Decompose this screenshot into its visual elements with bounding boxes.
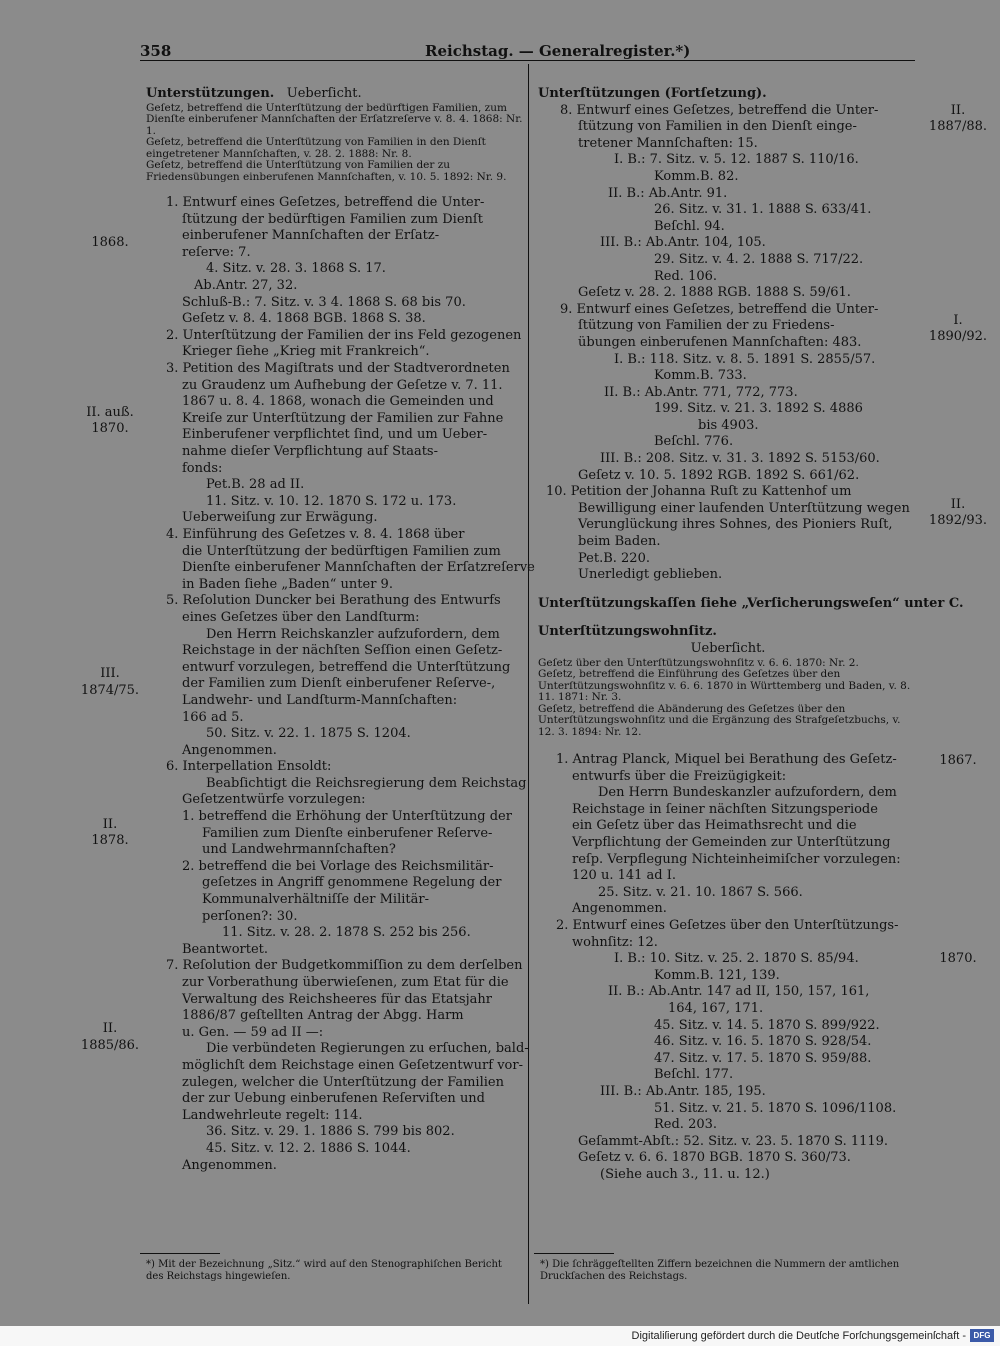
summary-item: Geſetz, betreffend die Einführung des Geſetzes über den Unterſtützungswohnſitz v. 6. 6. 1870 in Württemberg und Baden, v. 8. 11. 1871: Nr. 3. <box>538 668 911 704</box>
margin-year: 1870. <box>91 421 129 436</box>
text-line: Unterſtützungskaſſen ſiehe „Verſicherungsweſen“ unter C. <box>538 595 964 611</box>
text-line: Bewilligung einer laufenden Unterſtützung wegen <box>578 500 910 516</box>
text-line: Ueberweiſung zur Erwägung. <box>182 510 378 526</box>
section-title: Unterstützungen. <box>146 86 275 101</box>
section-title: Unterſtützungen (Fortſetzung). <box>538 86 767 101</box>
text-line: Den Herrn Reichskanzler aufzufordern, dem <box>206 626 500 642</box>
text-line: 45. Sitz. v. 14. 5. 1870 S. 899/922. <box>654 1017 880 1033</box>
text-line: eines Geſetzes über den Landſturm: <box>182 609 420 625</box>
text-line: 10. Petition der Johanna Ruſt zu Kattenhof um <box>546 484 852 500</box>
text-line: Krieger ſiehe „Krieg mit Frankreich“. <box>182 344 430 360</box>
text-line: Geſetz v. 10. 5. 1892 RGB. 1892 S. 661/62. <box>578 467 860 483</box>
text-line: 45. Sitz. v. 12. 2. 1886 S. 1044. <box>206 1140 411 1156</box>
text-line: Red. 203. <box>654 1117 718 1133</box>
text-line: geſetzes in Angriff genommene Regelung der <box>202 875 502 891</box>
text-line: Kreiſe zur Unterſtützung der Familien zur Fahne <box>182 410 504 426</box>
text-line: II. B.: Ab.Antr. 771, 772, 773. <box>604 384 798 400</box>
text-line: zu Graudenz um Aufhebung der Geſetze v. 7. 11. <box>182 377 503 393</box>
text-line: entwurfs über die Freizügigkeit: <box>572 768 787 784</box>
text-line: 2. Unterſtützung der Familien der ins Feld gezogenen <box>166 327 522 343</box>
text-line: Angenommen. <box>182 742 277 758</box>
text-line: der Familien zum Dienſt einberufener Reſerve-, <box>182 676 496 692</box>
text-line: 166 ad 5. <box>182 709 244 725</box>
text-line: 26. Sitz. v. 31. 1. 1888 S. 633/41. <box>654 202 872 218</box>
text-line: 199. Sitz. v. 21. 3. 1892 S. 4886 <box>654 401 863 417</box>
text-line: 1867 u. 8. 4. 1868, wonach die Gemeinden und <box>182 394 494 410</box>
text-line: möglichſt dem Reichstage einen Geſetzentwurf vor- <box>182 1057 523 1073</box>
text-line: 11. Sitz. v. 28. 2. 1878 S. 252 bis 256. <box>222 925 471 941</box>
text-line: Geſetz v. 6. 6. 1870 BGB. 1870 S. 360/73. <box>578 1150 851 1166</box>
margin-year: 1868. <box>91 235 129 250</box>
text-line: Angenommen. <box>182 1157 277 1173</box>
text-line: Reichstage in ſeiner nächſten Sitzungsperiode <box>572 801 878 817</box>
text-line: 2. betreffend die bei Vorlage des Reichsmilitär- <box>182 858 494 874</box>
text-line: 4. Einführung des Geſetzes v. 8. 4. 1868 über <box>166 526 465 542</box>
text-line: Beſchl. 776. <box>654 434 734 450</box>
text-line: zulegen, welcher die Unterſtützung der Familien <box>182 1074 504 1090</box>
text-line: (Siehe auch 3., 11. u. 12.) <box>600 1166 770 1182</box>
text-line: Geſetz v. 8. 4. 1868 BGB. 1868 S. 38. <box>182 311 426 327</box>
footer-bar <box>0 1326 1000 1346</box>
text-line: der zur Uebung einberufenen Reſerviſten und <box>182 1091 486 1107</box>
column-divider <box>528 64 529 1304</box>
text-line: 50. Sitz. v. 22. 1. 1875 S. 1204. <box>206 726 411 742</box>
text-line: 1. betreffend die Erhöhung der Unterſtützung der <box>182 809 512 825</box>
text-line: Geſetz v. 28. 2. 1888 RGB. 1888 S. 59/61. <box>578 285 851 301</box>
text-line: II. B.: Ab.Antr. 91. <box>608 185 728 201</box>
text-line: die Unterſtützung der bedürftigen Familien zum <box>182 543 501 559</box>
text-line: übungen einberufenen Mannſchaften: 483. <box>578 334 862 350</box>
text-line: nahme dieſer Verpflichtung auf Staats- <box>182 444 438 459</box>
text-line: I. B.: 7. Sitz. v. 5. 12. 1887 S. 110/16. <box>614 152 859 168</box>
text-line: 8. Entwurf eines Geſetzes, betreffend die Unter- <box>560 102 879 118</box>
margin-year: 1885/86. <box>80 1038 140 1053</box>
text-line: 120 u. 141 ad I. <box>572 868 676 884</box>
margin-year: 1878. <box>91 833 129 848</box>
text-line: Dienſte einberufener Mannſchaften der Erſatzreſerve <box>182 560 535 576</box>
text-line: 11. Sitz. v. 10. 12. 1870 S. 172 u. 173. <box>206 493 457 509</box>
digitization-credit: Digitaliſierung gefördert durch die Deutſche Forſchungsgemeinſchaft - <box>631 1330 966 1342</box>
text-line: ſtützung von Familien in den Dienſt einge- <box>578 119 857 135</box>
text-line: III. B.: Ab.Antr. 104, 105. <box>600 235 766 251</box>
text-line: I. B.: 118. Sitz. v. 8. 5. 1891 S. 2855/57. <box>614 351 876 367</box>
text-line: Reichstage in der nächſten Seſſion einen Geſetz- <box>182 643 503 659</box>
text-line: wohnſitz: 12. <box>572 934 658 950</box>
text-line: 7. Reſolution der Budgetkommiſſion zu dem derſelben <box>166 958 523 974</box>
text-line: ſtützung der bedürftigen Familien zum Dienſt <box>182 211 483 227</box>
margin-year: II. <box>950 103 966 118</box>
text-line: Pet.B. 28 ad II. <box>206 477 305 493</box>
text-line: Angenommen. <box>572 901 667 917</box>
dfg-logo: DFG <box>970 1329 994 1342</box>
text-line: Verwaltung des Reichsheeres für das Etatsjahr <box>182 991 492 1007</box>
text-line: 47. Sitz. v. 17. 5. 1870 S. 959/88. <box>654 1050 872 1066</box>
section-title: Unterſtützungswohnſitz. <box>538 624 717 640</box>
left-footnote: *) Mit der Bezeichnung „Sitz.“ wird auf den Stenographiſchen Bericht des Reichstags hingewieſen. <box>146 1259 502 1282</box>
text-line: ein Geſetz über das Heimathsrecht und die <box>572 818 857 834</box>
text-line: Red. 106. <box>654 268 718 284</box>
text-line: Landwehrleute regelt: 114. <box>182 1107 363 1123</box>
text-line: Schluß-B.: 7. Sitz. v. 3 4. 1868 S. 68 bis 70. <box>182 294 466 310</box>
text-line: 9. Entwurf eines Geſetzes, betreffend die Unter- <box>560 301 879 317</box>
summary-item: Geſetz, betreffend die Unterſtützung von Familien der zu Friedensübungen einberufenen Mannſchaften, v. 10. 5. 1892: Nr. 9. <box>146 159 507 183</box>
text-line: und Landwehrmannſchaften? <box>202 842 396 858</box>
text-line: Komm.B. 121, 139. <box>654 967 780 983</box>
margin-year: III. <box>100 666 120 681</box>
text-line: Ab.Antr. 27, 32. <box>194 278 298 294</box>
margin-year: I. <box>953 313 963 328</box>
text-line: 1. Antrag Planck, Miquel bei Berathung des Geſetz- <box>556 752 897 768</box>
text-line: Verunglückung ihres Sohnes, des Pioniers Ruſt, <box>578 517 893 533</box>
text-line: Beabſichtigt die Reichsregierung dem Reichstag <box>206 775 527 791</box>
text-line: beim Baden. <box>578 534 661 550</box>
margin-year: II. <box>950 497 966 512</box>
margin-year: 1892/93. <box>928 513 988 528</box>
text-line: fonds: <box>182 460 223 476</box>
text-line: Geſammt-Abſt.: 52. Sitz. v. 23. 5. 1870 S. 1119. <box>578 1133 889 1149</box>
margin-year: II. <box>102 817 118 832</box>
text-line: Beantwortet. <box>182 941 269 957</box>
text-line: Landwehr- und Landſturm-Mannſchaften: <box>182 692 458 708</box>
footnote-rule <box>534 1253 614 1254</box>
summary-item: Geſetz über den Unterſtützungswohnſitz v. 6. 6. 1870: Nr. 2. <box>538 656 859 669</box>
text-line: bis 4903. <box>698 417 759 433</box>
margin-year: 1870. <box>939 951 977 966</box>
text-line: Einberufener verpflichtet ſind, und um Ueber- <box>182 427 488 443</box>
text-line: Beſchl. 94. <box>654 218 725 234</box>
text-line: Familien zum Dienſte einberufener Reſerve- <box>202 825 493 841</box>
text-line: 2. Entwurf eines Geſetzes über den Unterſtützungs- <box>556 918 899 934</box>
text-line: Die verbündeten Regierungen zu erſuchen, bald- <box>206 1041 529 1057</box>
text-line: in Baden ſiehe „Baden“ unter 9. <box>182 576 393 592</box>
text-line: zur Vorberathung überwieſenen, zum Etat für die <box>182 975 509 990</box>
text-line: III. B.: Ab.Antr. 185, 195. <box>600 1083 766 1099</box>
text-line: u. Gen. — 59 ad II —: <box>182 1024 324 1040</box>
text-line: 29. Sitz. v. 4. 2. 1888 S. 717/22. <box>654 251 864 267</box>
text-line: 36. Sitz. v. 29. 1. 1886 S. 799 bis 802. <box>206 1124 455 1140</box>
overview-label: Ueberſicht. <box>286 86 362 101</box>
text-line: einberufener Mannſchaften der Erſatz- <box>182 228 440 244</box>
text-line: 51. Sitz. v. 21. 5. 1870 S. 1096/1108. <box>654 1100 897 1116</box>
page-number: 358 <box>140 42 172 60</box>
text-line: perſonen?: 30. <box>202 908 298 924</box>
text-line: 1886/87 geſtellten Antrag der Abgg. Harm <box>182 1008 464 1024</box>
margin-year: 1874/75. <box>80 683 140 698</box>
text-line: I. B.: 10. Sitz. v. 25. 2. 1870 S. 85/94. <box>614 951 859 967</box>
margin-year: 1890/92. <box>928 329 988 344</box>
text-line: Kommunalverhältniſſe der Militär- <box>202 892 429 908</box>
text-line: ſtützung von Familien der zu Friedens- <box>578 318 835 334</box>
summary-item: Geſetz, betreffend die Unterſtützung der bedürftigen Familien, zum Dienſte einberufener Mannſchaften der Erſatzreſerve v. 8. 4. 1868: Nr. 1. <box>146 101 523 137</box>
text-line: 5. Reſolution Duncker bei Berathung des Entwurfs <box>166 593 501 609</box>
text-line: II. B.: Ab.Antr. 147 ad II, 150, 157, 161, <box>608 984 870 1000</box>
text-line: reſerve: 7. <box>182 244 251 260</box>
text-line: 3. Petition des Magiſtrats und der Stadtverordneten <box>166 361 510 377</box>
running-title: Reichstag. — Generalregister.*) <box>425 42 691 60</box>
text-line: 4. Sitz. v. 28. 3. 1868 S. 17. <box>206 261 386 277</box>
margin-year: 1887/88. <box>928 119 988 134</box>
text-line: Beſchl. 177. <box>654 1067 734 1083</box>
margin-year: II. auß. <box>86 405 134 420</box>
text-line: entwurf vorzulegen, betreffend die Unterſtützung <box>182 659 511 675</box>
text-line: Komm.B. 82. <box>654 168 739 184</box>
text-line: Den Herrn Bundeskanzler aufzufordern, dem <box>598 785 897 801</box>
text-line: III. B.: 208. Sitz. v. 31. 3. 1892 S. 5153/60. <box>600 451 880 467</box>
footnote-rule <box>140 1253 220 1254</box>
text-line: 164, 167, 171. <box>668 1001 764 1016</box>
text-line: 46. Sitz. v. 16. 5. 1870 S. 928/54. <box>654 1034 872 1050</box>
text-line: Pet.B. 220. <box>578 550 650 566</box>
summary-item: Geſetz, betreffend die Abänderung des Geſetzes über den Unterſtützungswohnſitz und die Ergänzung des Strafgeſetzbuchs, v. 12. 3. 1894: Nr. 12. <box>538 702 901 738</box>
text-line: Geſetzentwürfe vorzulegen: <box>182 792 366 808</box>
left-column <box>146 86 535 1174</box>
margin-year: 1867. <box>939 753 977 768</box>
text-line: tretener Mannſchaften: 15. <box>578 135 758 151</box>
text-line: Unerledigt geblieben. <box>578 567 723 583</box>
text-line: Ueberſicht. <box>690 641 766 656</box>
text-line: Komm.B. 733. <box>654 368 747 384</box>
text-line: 25. Sitz. v. 21. 10. 1867 S. 566. <box>598 884 803 900</box>
text-line: Verpflichtung der Gemeinden zur Unterſtützung <box>572 835 891 851</box>
summary-item: Geſetz, betreffend die Unterſtützung von Familien in den Dienſt eingetretener Mannſchaften, v. 28. 2. 1888: Nr. 8. <box>146 136 486 160</box>
right-footnote: *) Die ſchräggeſtellten Ziffern bezeichnen die Nummern der amtlichen Druckſachen des Reichstags. <box>540 1259 900 1282</box>
text-line: reſp. Verpflegung Nichteinheimiſcher vorzulegen: <box>572 851 901 867</box>
margin-year: II. <box>102 1021 118 1036</box>
text-line: 6. Interpellation Ensoldt: <box>166 759 332 775</box>
header-rule <box>140 60 915 61</box>
text-line: 1. Entwurf eines Geſetzes, betreffend die Unter- <box>166 195 485 211</box>
